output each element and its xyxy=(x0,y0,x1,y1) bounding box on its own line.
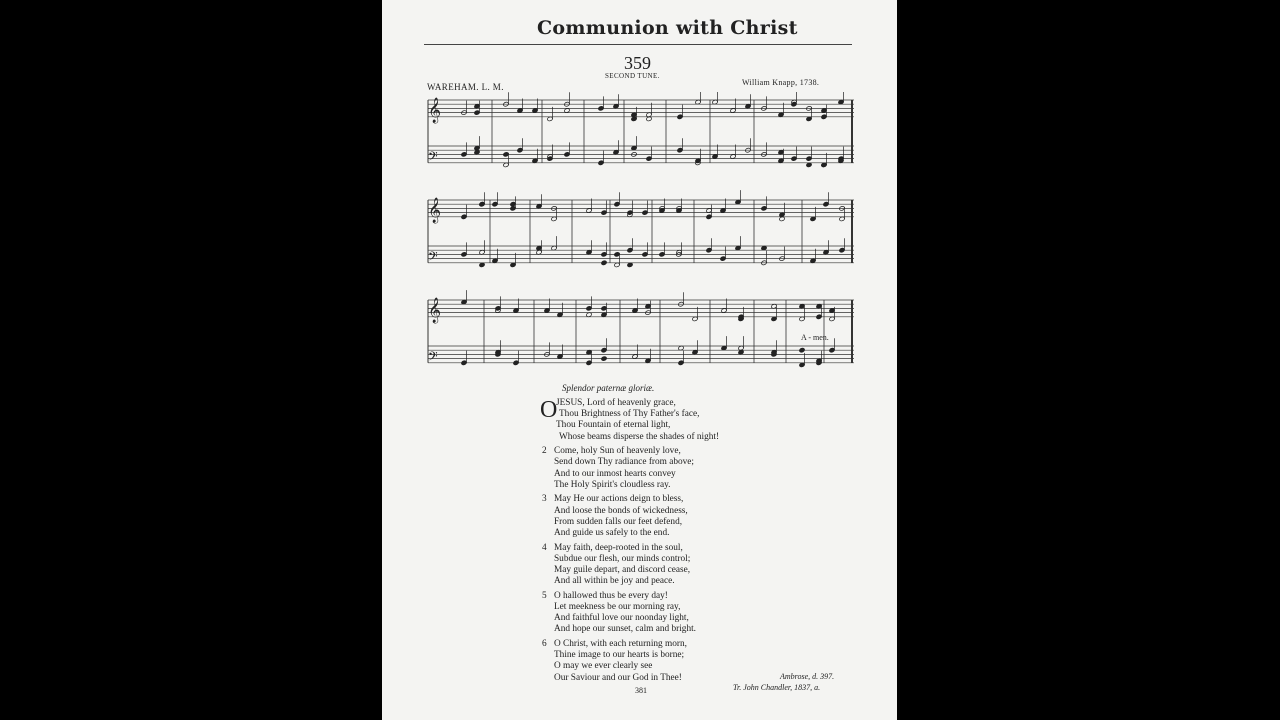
verse-line: May guile depart, and discord cease, xyxy=(554,565,691,576)
page-number: 381 xyxy=(635,686,647,695)
verse-line: Come, holy Sun of heavenly love, xyxy=(554,446,681,457)
verse xyxy=(540,591,800,636)
verse-line: And to our inmost hearts convey xyxy=(554,468,676,479)
amen-lyric: A - men. xyxy=(801,333,829,342)
verse-line: And loose the bonds of wickedness, xyxy=(554,505,688,516)
verse-line: Thou Brightness of Thy Father's face, xyxy=(559,409,700,420)
composer-credit: William Knapp, 1738. xyxy=(742,78,820,87)
note-head xyxy=(791,102,797,107)
verse-line: From sudden falls our feet defend, xyxy=(554,516,683,527)
drop-cap: O xyxy=(540,397,558,423)
verse xyxy=(540,543,800,588)
verse-number: 6 xyxy=(542,639,547,650)
page-header-title: Communion with Christ xyxy=(537,17,798,39)
translator-credit: Tr. John Chandler, 1837, a. xyxy=(733,683,821,692)
hymn-number: 359 xyxy=(624,53,651,73)
verse-line: O Christ, with each returning morn, xyxy=(554,639,687,650)
verse xyxy=(540,639,800,684)
treble-clef-icon: 𝄞 xyxy=(428,197,442,223)
treble-clef-icon: 𝄞 xyxy=(428,297,442,323)
music-notation xyxy=(424,92,864,382)
verse-line: Let meekness be our morning ray, xyxy=(554,602,681,613)
bass-clef-icon: 𝄢 xyxy=(428,148,438,167)
verse-line: And faithful love our noonday light, xyxy=(554,613,689,624)
note-head xyxy=(601,260,607,265)
tune-name: WAREHAM. L. M. xyxy=(427,82,504,92)
verse-line: May faith, deep-rooted in the soul, xyxy=(554,542,683,553)
verse-line: O may we ever clearly see xyxy=(554,661,653,672)
verse-line: O hallowed thus be every day! xyxy=(554,590,668,601)
verse xyxy=(540,494,800,539)
author-credit: Ambrose, d. 397. xyxy=(780,672,835,681)
bass-clef-icon: 𝄢 xyxy=(428,348,438,367)
verse-line: And all within be joy and peace. xyxy=(554,576,675,587)
tune-note: SECOND TUNE. xyxy=(605,72,660,80)
verse xyxy=(540,398,800,443)
verse xyxy=(540,446,800,491)
verse-number: 5 xyxy=(542,590,547,601)
treble-clef-icon: 𝄞 xyxy=(428,97,442,123)
note-head xyxy=(799,348,805,353)
hymn-verses xyxy=(540,398,800,687)
verse-number: 3 xyxy=(542,494,547,505)
verse-line: JESUS, Lord of heavenly grace, xyxy=(556,398,676,408)
latin-title: Splendor paternæ gloriæ. xyxy=(562,383,655,393)
note-head xyxy=(547,156,553,161)
bass-clef-icon: 𝄢 xyxy=(428,248,438,267)
note-head xyxy=(601,356,607,361)
verse-line: Thine image to our hearts is borne; xyxy=(554,650,685,661)
verse-line: Whose beams disperse the shades of night! xyxy=(559,431,720,442)
verse-line: Our Saviour and our God in Thee! xyxy=(554,672,682,683)
verse-line: May He our actions deign to bless, xyxy=(554,494,684,505)
verse-line: Subdue our flesh, our minds control; xyxy=(554,553,691,564)
verse-number: 4 xyxy=(542,542,547,553)
verse-line: And guide us safely to the end. xyxy=(554,528,670,539)
verse-line: Send down Thy radiance from above; xyxy=(554,457,695,468)
verse-line: The Holy Spirit's cloudless ray. xyxy=(554,479,671,490)
verse-line: Thou Fountain of eternal light, xyxy=(556,420,671,431)
verse-number: 2 xyxy=(542,446,547,457)
header-rule xyxy=(424,44,852,45)
verse-line: And hope our sunset, calm and bright. xyxy=(554,624,697,635)
